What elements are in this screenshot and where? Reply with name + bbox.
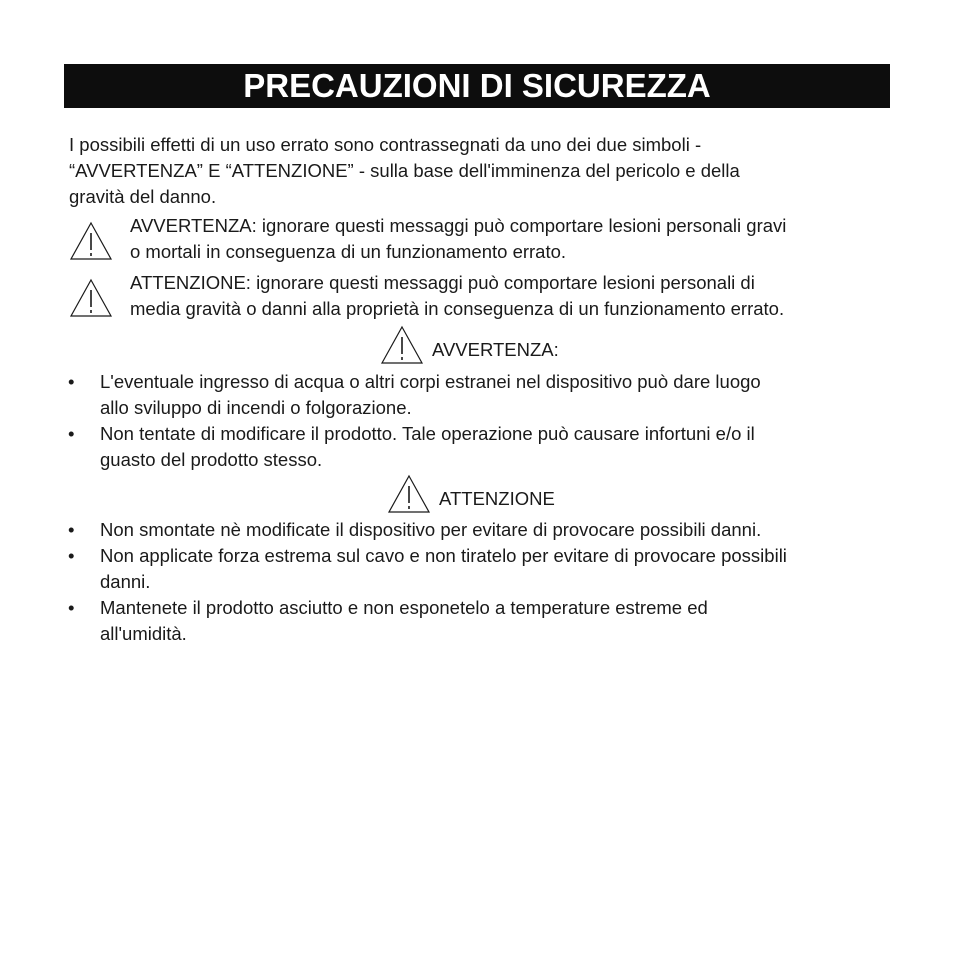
warning-list	[64, 369, 894, 473]
list-item	[64, 517, 894, 543]
warning-section-heading	[380, 325, 559, 365]
symbol-description-line: AVVERTENZA: ignorare questi messaggi può comportare lesioni personali gravi	[130, 215, 787, 236]
list-item-line: Non tentate di modificare il prodotto. Tale operazione può causare infortuni e/o il	[100, 423, 755, 444]
symbol-description	[130, 213, 786, 265]
list-item-line: L'eventuale ingresso di acqua o altri corpi estranei nel dispositivo può dare luogo	[100, 371, 761, 392]
list-item	[64, 421, 894, 473]
symbol-description-line: o mortali in conseguenza di un funzionamento errato.	[130, 241, 567, 262]
list-item-line: danni.	[100, 571, 151, 592]
bullet: •	[68, 423, 75, 444]
list-item-line: Mantenete il prodotto asciutto e non esponetelo a temperature estreme ed	[100, 597, 708, 618]
warning-triangle-icon	[69, 221, 113, 261]
bullet: •	[68, 545, 75, 566]
list-item	[64, 543, 894, 595]
list-item-line: guasto del prodotto stesso.	[100, 449, 323, 470]
section-heading-label: ATTENZIONE	[439, 488, 555, 509]
caution-section-heading	[387, 474, 555, 514]
list-item	[64, 369, 894, 421]
symbol-description-line: media gravità o danni alla proprietà in conseguenza di un funzionamento errato.	[130, 298, 785, 319]
warning-triangle-icon	[69, 278, 113, 318]
list-item-line: allo sviluppo di incendi o folgorazione.	[100, 397, 412, 418]
list-item-line: Non smontate nè modificate il dispositivo per evitare di provocare possibili danni.	[100, 519, 762, 540]
intro-paragraph	[69, 132, 889, 210]
symbol-description-line: ATTENZIONE: ignorare questi messaggi può comportare lesioni personali di	[130, 272, 755, 293]
intro-line: I possibili effetti di un uso errato sono contrassegnati da uno dei due simboli -	[69, 134, 702, 155]
caution-list	[64, 517, 894, 647]
section-heading-label: AVVERTENZA:	[432, 339, 559, 360]
symbol-description	[130, 270, 784, 322]
title-bar	[64, 64, 890, 108]
page-title: PRECAUZIONI DI SICUREZZA	[243, 67, 711, 104]
bullet: •	[68, 371, 75, 392]
bullet: •	[68, 519, 75, 540]
list-item-line: Non applicate forza estrema sul cavo e non tiratelo per evitare di provocare possibili	[100, 545, 787, 566]
intro-line: “AVVERTENZA” E “ATTENZIONE” - sulla base dell'imminenza del pericolo e della	[69, 160, 740, 181]
list-item-line: all'umidità.	[100, 623, 187, 644]
bullet: •	[68, 597, 75, 618]
warning-triangle-icon	[387, 474, 431, 514]
intro-line: gravità del danno.	[69, 186, 217, 207]
warning-triangle-icon	[380, 325, 424, 365]
list-item	[64, 595, 894, 647]
